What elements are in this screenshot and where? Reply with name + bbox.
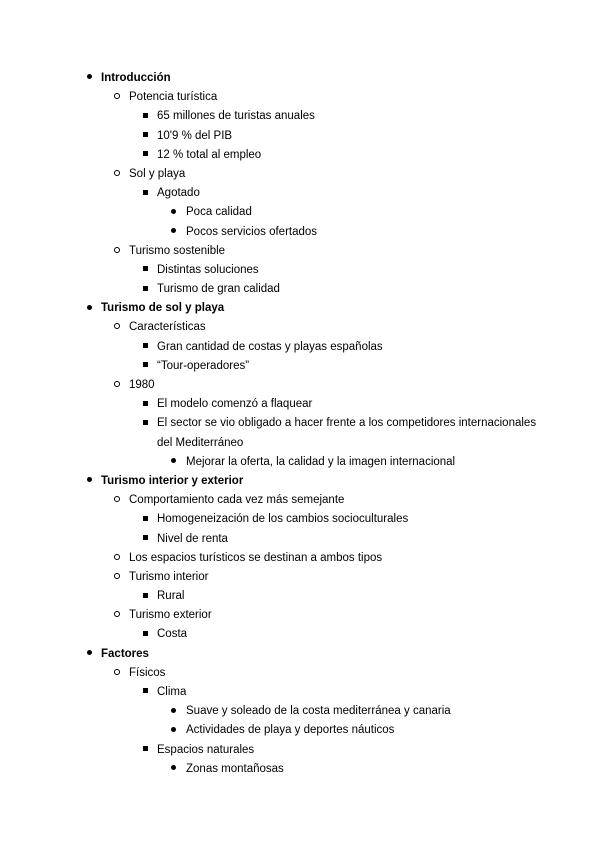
outline-item <box>0 491 600 510</box>
outline-item <box>0 223 600 242</box>
outline-item-text: Turismo interior <box>129 570 209 583</box>
outline-item <box>0 338 600 357</box>
circle-bullet-icon <box>110 165 124 184</box>
circle-bullet-icon <box>110 318 124 337</box>
disc-bullet-icon <box>166 453 180 472</box>
outline-item-text: El sector se vio obligado a hacer frente a los competidores internacionales <box>157 417 537 430</box>
outline-item <box>0 357 600 376</box>
outline-item-text: Turismo de sol y playa <box>101 302 225 315</box>
outline-item-text: Turismo exterior <box>129 609 212 622</box>
outline-item <box>0 453 600 472</box>
square-bullet-icon <box>138 338 152 357</box>
outline-item-text: Costa <box>157 628 188 641</box>
outline-item <box>0 299 600 318</box>
square-bullet-icon <box>138 683 152 702</box>
disc-bullet-icon <box>166 702 180 721</box>
square-bullet-icon <box>138 184 152 203</box>
outline-item-text: Turismo de gran calidad <box>157 283 280 296</box>
disc-bullet-icon <box>82 645 96 664</box>
square-bullet-icon <box>138 510 152 529</box>
circle-bullet-icon <box>110 549 124 568</box>
square-bullet-icon <box>138 280 152 299</box>
circle-bullet-icon <box>110 242 124 261</box>
outline-item <box>0 146 600 165</box>
outline-item <box>0 184 600 203</box>
disc-bullet-icon <box>166 203 180 222</box>
circle-bullet-icon <box>110 664 124 683</box>
outline-item-text: Potencia turística <box>129 91 218 104</box>
outline-item <box>0 568 600 587</box>
outline-item <box>0 127 600 146</box>
outline-item <box>0 203 600 222</box>
outline-item <box>0 165 600 184</box>
outline-item <box>0 625 600 644</box>
square-bullet-icon <box>138 127 152 146</box>
disc-bullet-icon <box>166 721 180 740</box>
circle-bullet-icon <box>110 88 124 107</box>
outline-item-text: Poca calidad <box>186 206 252 219</box>
disc-bullet-icon <box>82 472 96 491</box>
outline-item <box>0 88 600 107</box>
outline-item <box>0 760 600 779</box>
outline-item-text: Suave y soleado de la costa mediterránea y canaria <box>186 705 451 718</box>
outline-item-text: 12 % total al empleo <box>157 148 262 161</box>
outline-item-text: Nivel de renta <box>157 532 228 545</box>
outline-item-text: Gran cantidad de costas y playas españolas <box>157 340 383 353</box>
outline-item <box>0 280 600 299</box>
outline-item-text: Turismo sostenible <box>129 244 226 257</box>
outline-item-text: Mejorar la oferta, la calidad y la imagen internacional <box>186 455 456 468</box>
outline-item <box>0 606 600 625</box>
square-bullet-icon <box>138 357 152 376</box>
outline-item <box>0 376 600 395</box>
outline-item-text: Rural <box>157 590 185 603</box>
outline-item <box>0 549 600 568</box>
outline-item-text: Homogeneización de los cambios socioculturales <box>157 513 409 526</box>
outline-item-text: Clima <box>157 686 187 698</box>
circle-bullet-icon <box>110 568 124 587</box>
outline-item-text: Comportamiento cada vez más semejante <box>129 494 345 507</box>
outline-item <box>0 414 600 433</box>
outline-item-text: Factores <box>101 647 149 660</box>
outline-item-text: Pocos servicios ofertados <box>186 225 318 238</box>
disc-bullet-icon <box>166 223 180 242</box>
square-bullet-icon <box>138 530 152 549</box>
disc-bullet-icon <box>82 299 96 318</box>
outline-item <box>0 664 600 683</box>
outline-item <box>0 261 600 280</box>
circle-bullet-icon <box>110 491 124 510</box>
outline-item <box>0 530 600 549</box>
disc-bullet-icon <box>82 69 96 88</box>
square-bullet-icon <box>138 414 152 433</box>
outline-item <box>0 318 600 337</box>
outline-item <box>0 683 600 702</box>
outline-item <box>0 472 600 491</box>
square-bullet-icon <box>138 587 152 606</box>
outline-item-text: Espacios naturales <box>157 743 255 756</box>
outline-item-text: 65 millones de turistas anuales <box>157 110 315 123</box>
outline-item <box>0 69 600 88</box>
circle-bullet-icon <box>110 376 124 395</box>
outline-item-text: Los espacios turísticos se destinan a ambos tipos <box>129 551 383 564</box>
outline-item-text: 1980 <box>129 379 155 391</box>
outline-item-text: Físicos <box>129 666 166 679</box>
outline-item <box>0 395 600 414</box>
outline-item <box>0 721 600 740</box>
outline-item <box>0 645 600 664</box>
outline-item <box>0 741 600 760</box>
outline-item <box>0 510 600 529</box>
outline-item-text: 10'9 % del PIB <box>157 129 233 142</box>
outline-item-text: Introducción <box>101 72 171 84</box>
outline-item-text: Agotado <box>157 187 200 200</box>
outline-item <box>0 107 600 126</box>
square-bullet-icon <box>138 741 152 760</box>
outline-item <box>0 242 600 261</box>
outline-item-text: Distintas soluciones <box>157 263 259 276</box>
disc-bullet-icon <box>166 760 180 779</box>
square-bullet-icon <box>138 146 152 165</box>
document-outline <box>0 69 600 779</box>
outline-item-text: Actividades de playa y deportes náuticos <box>186 724 395 737</box>
outline-item-text: El modelo comenzó a flaquear <box>157 398 313 411</box>
outline-item-text: del Mediterráneo <box>157 436 244 449</box>
circle-bullet-icon <box>110 606 124 625</box>
outline-item-text: Sol y playa <box>129 167 186 180</box>
outline-item-text: Características <box>129 321 206 334</box>
outline-item <box>0 434 600 453</box>
outline-item-text: Turismo interior y exterior <box>101 474 244 487</box>
square-bullet-icon <box>138 625 152 644</box>
square-bullet-icon <box>138 261 152 280</box>
square-bullet-icon <box>138 107 152 126</box>
outline-item <box>0 702 600 721</box>
square-bullet-icon <box>138 395 152 414</box>
outline-item-text: Zonas montañosas <box>186 762 284 775</box>
outline-item-text: “Tour-operadores” <box>157 359 250 372</box>
outline-item <box>0 587 600 606</box>
